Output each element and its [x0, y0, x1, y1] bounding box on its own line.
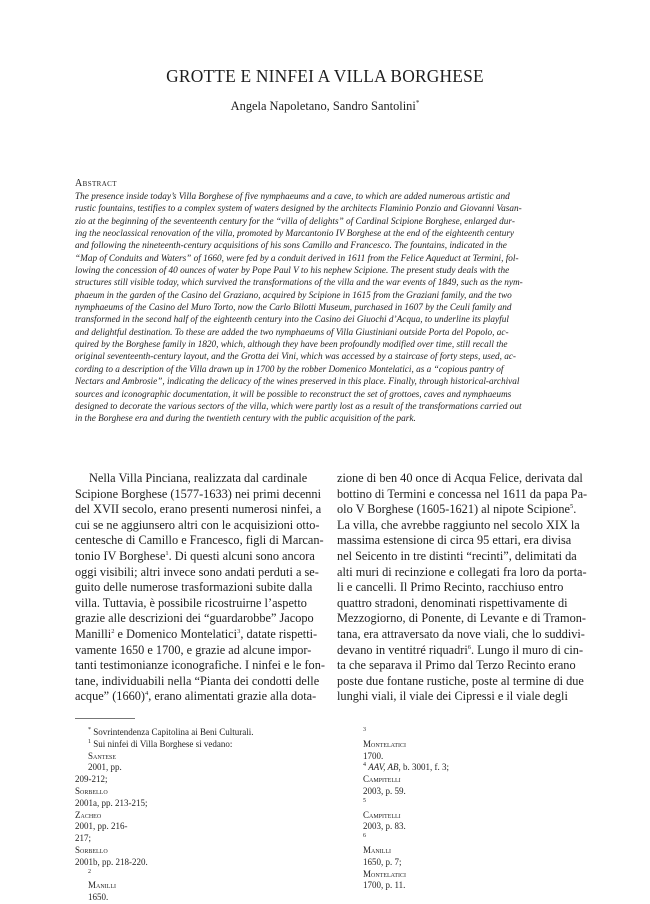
body-text: tana, era attraversato da nove viali, che lo suddivi- — [337, 626, 585, 641]
footnote — [350, 762, 600, 797]
body-text: alti muri di recinzione e collegati fra loro da porta- — [337, 564, 587, 579]
author-footnote-mark: * — [415, 99, 420, 107]
abstract-line: sources and iconographic documentation, it will be possible to reconstruct the set of grottoes, caves and nymphaeums — [75, 389, 512, 400]
body-text: tanti testimonianze iconografiche. I ninfei e le fon- — [75, 658, 325, 673]
body-line — [337, 689, 585, 705]
body-line — [75, 611, 323, 627]
body-line — [75, 549, 323, 565]
footnote-mark: 2 — [88, 868, 91, 875]
body-line — [337, 580, 585, 596]
footnote-reference[interactable]: 3 — [237, 627, 241, 635]
footnote-mark: 1 — [88, 738, 91, 745]
footnote — [75, 833, 325, 868]
footnote — [350, 727, 600, 762]
body-text: poste due fontane rustiche, poste al termine di due — [337, 673, 584, 688]
footnote-text: Sovrintendenza Capitolina ai Beni Culturali. — [93, 727, 254, 737]
body-line — [75, 627, 323, 643]
body-text: tane, individuabili nella “Pianta dei condotti delle — [75, 673, 320, 688]
footnote-text: AAV, AB, b. 3001, f. 3; Campitelli 2003, p. 59. — [363, 762, 449, 796]
abstract-line: transformed in the second half of the eighteenth century into the Casino dei Giuochi d’Acqua, to underline its playful — [75, 315, 509, 326]
body-line — [75, 658, 323, 674]
body-line — [337, 674, 585, 690]
body-text: , erano alimentati grazie alla dota- — [148, 689, 317, 704]
body-line — [75, 674, 323, 690]
abstract-line: and delightful destination. To these are added the two nymphaeums of Villa Giustiniani outside Porta del Popolo, ac- — [75, 327, 509, 338]
body-text: villa. Tuttavia, è possibile ricostruirne l’aspetto — [75, 595, 307, 610]
footnote-reference[interactable]: 5 — [569, 503, 574, 511]
footnote — [75, 739, 325, 774]
abstract-line: nymphaeums of the Casino del Muro Torto, now the Carlo Bilotti Museum, purchased in 1607 by the Ceuli family and — [75, 303, 512, 314]
abstract-line: designed to decorate the various sectors of the villa, which were partly lost as a result of the transformations carried out — [75, 401, 522, 412]
body-line — [337, 518, 585, 534]
body-text: , datate rispetti- — [240, 626, 318, 641]
body-text: nel Seicento in tre distinti “recinti”, delimitati da — [337, 548, 577, 563]
footnote-reference[interactable]: 2 — [111, 627, 115, 635]
body-text: Mezzogiorno, di Ponente, di Levante e di Tramon- — [337, 611, 586, 626]
footnote-mark: 4 — [363, 762, 366, 769]
body-text: Nella Villa Pinciana, realizzata dal cardinale — [89, 471, 308, 485]
body-text: Scipione Borghese (1577-1633) nei primi decenni — [75, 486, 321, 501]
body-text: lunghi viali, il viale dei Cipressi e il viale degli — [337, 689, 568, 704]
footnote-text: 209-212; Sorbello 2001a, pp. 213-215; Zacheo 2001, pp. 216- — [75, 774, 148, 832]
footnote-reference[interactable]: 6 — [467, 643, 472, 651]
body-text: devano in ventitré riquadri — [337, 642, 468, 657]
abstract-line: and following the nineteenth-century acquisitions of his sons Camillo and Francesco. The fountains, indicated in the — [75, 241, 507, 252]
footnote — [75, 869, 325, 904]
body-line — [75, 565, 323, 581]
body-column-right — [337, 471, 588, 705]
abstract-line: lowing the concession of 40 ounces of water by Pope Paul V to his nephew Scipione. The present study deals with the — [75, 266, 510, 277]
abstract-line: in the Borghese era and during the twentieth century with the public acquisition of the park. — [75, 414, 416, 425]
body-text: e Domenico Montelatici — [114, 626, 238, 641]
body-line — [337, 643, 585, 659]
body-text: tonio IV Borghese — [75, 548, 166, 563]
abstract-line: phaeum in the garden of the Casino del Graziano, acquired by Scipione in 1615 from the Graziani family, and the two — [75, 290, 512, 301]
body-text: centesche di Camillo e Francesco, figli di Marcan- — [75, 533, 324, 548]
footnote — [75, 774, 325, 833]
footnote-mark: * — [88, 727, 91, 733]
body-text: guito delle numerose trasformazioni subite dalla — [75, 580, 313, 595]
body-line — [337, 627, 585, 643]
body-column-left — [75, 471, 323, 705]
body-line — [337, 565, 585, 581]
body-line — [337, 502, 585, 518]
footnote-text: Manilli 1650. — [88, 880, 116, 903]
authors — [0, 99, 650, 114]
body-line — [75, 471, 323, 487]
body-line — [75, 689, 323, 705]
body-text: oggi visibili; altri invece sono andati perduti a se- — [75, 564, 319, 579]
abstract-line: cording to a description of the Villa drawn up in 1700 by the robber Domenico Montelatici, as a “copious pantry of — [75, 364, 504, 375]
abstract-line: Nectars and Ambrosie”, indicating the delicacy of the wines preserved in this place. Finally, through historical-archival — [75, 377, 520, 388]
body-line — [337, 611, 585, 627]
body-line — [337, 549, 585, 565]
body-text: La villa, che avrebbe raggiunto nel secolo XIX la — [337, 517, 580, 532]
footnote-text: 217; Sorbello 2001b, pp. 218-220. — [75, 833, 148, 867]
body-line — [75, 643, 323, 659]
abstract-heading: Abstract — [75, 178, 117, 189]
footnote-mark: 6 — [363, 833, 366, 840]
footnote — [75, 727, 325, 739]
footnote-mark: 5 — [363, 797, 366, 804]
body-text: ta che separava il Primo dal Terzo Recinto erano — [337, 658, 576, 673]
footnote-text: Manilli 1650, p. 7; Montelatici 1700, p. 11. — [363, 844, 406, 891]
body-text: bottino di Termini e concessa nel 1611 da papa Pa- — [337, 486, 588, 501]
abstract-line: quired by the Borghese family in 1820, which, although they have been profoundly modified over time, still recall the — [75, 340, 508, 351]
body-text: cui se ne aggiunsero altri con le acquisizioni otto- — [75, 517, 320, 532]
author-names: Angela Napoletano, Sandro Santolini — [230, 99, 416, 114]
paper-title: GROTTE E NINFEI A VILLA BORGHESE — [166, 66, 484, 86]
abstract-line: ing the neoclassical renovation of the villa, promoted by Marcantonio IV Borghese at the end of the eighteenth century — [75, 229, 515, 240]
abstract-line: rustic fountains, testifies to a complex system of waters designed by the architects Flaminio Ponzio and Giovanni Vasan- — [75, 204, 522, 215]
body-line — [337, 471, 585, 487]
footnote-text: Campitelli 2003, p. 83. — [363, 809, 406, 832]
body-line — [337, 533, 585, 549]
abstract-line: structures still visible today, which survived the transformations of the villa and the war events of 1849, such as the nym- — [75, 278, 523, 289]
body-text: massima estensione di circa 95 ettari, era divisa — [337, 533, 572, 548]
footnote-text: Montelatici 1700. — [363, 738, 406, 761]
body-text: li e cancelli. Il Primo Recinto, racchiuso entro — [337, 580, 564, 595]
body-text: . — [573, 502, 577, 517]
body-line — [75, 518, 323, 534]
footnotes-right — [350, 727, 600, 892]
body-text: . Lungo il muro di cin- — [471, 642, 584, 657]
body-text: . Di questi alcuni sono ancora — [168, 548, 315, 563]
body-text: del XVII secolo, erano presenti numerosi ninfei, a — [75, 502, 322, 517]
body-line — [337, 658, 585, 674]
footnote-mark: 3 — [363, 727, 366, 733]
body-line — [75, 487, 323, 503]
body-text: olo V Borghese (1605-1621) al nipote Scipione — [337, 502, 570, 517]
body-line — [337, 486, 588, 503]
body-line — [75, 502, 323, 518]
abstract-body — [75, 191, 585, 426]
footnote — [350, 798, 600, 833]
footnote-reference[interactable]: 4 — [145, 690, 149, 698]
body-line — [337, 596, 585, 612]
footnote-reference[interactable]: 1 — [165, 549, 169, 557]
abstract-line: The presence inside today’s Villa Borghese of five nymphaeums and a cave, to which are added numerous artistic and — [75, 192, 510, 202]
body-text: quattro stradoni, denominati rispettivamente di — [337, 595, 568, 610]
body-line — [75, 580, 323, 596]
body-text: vamente 1650 e 1700, e grazie ad alcune impor- — [75, 642, 312, 657]
body-line — [75, 596, 323, 612]
footnote-rule — [75, 718, 135, 719]
body-line — [75, 533, 323, 549]
footnote-text: Sui ninfei di Villa Borghese si vedano: Santese 2001, pp. — [88, 738, 233, 773]
abstract-line: zio at the beginning of the seventeenth century for the “villa of delights” of Cardinal Scipione Borghese, enlarged dur- — [75, 216, 515, 227]
abstract-line: original seventeenth-century layout, and the Grotta dei Vini, which was accessed by a staircase of forty steps, used, ac- — [75, 352, 517, 363]
footnote — [350, 833, 600, 892]
abstract-line: “Map of Conduits and Waters” of 1660, were fed by a conduit derived in 1611 from the Felice Aqueduct at Termini, fol- — [75, 253, 519, 264]
footnotes-left — [75, 727, 325, 904]
body-text: Manilli — [75, 626, 112, 641]
body-text: acque” (1660) — [75, 689, 145, 704]
body-text: zione di ben 40 once di Acqua Felice, derivata dal — [337, 471, 583, 485]
body-text: grazie alle descrizioni dei “guardarobbe” Jacopo — [75, 611, 314, 626]
